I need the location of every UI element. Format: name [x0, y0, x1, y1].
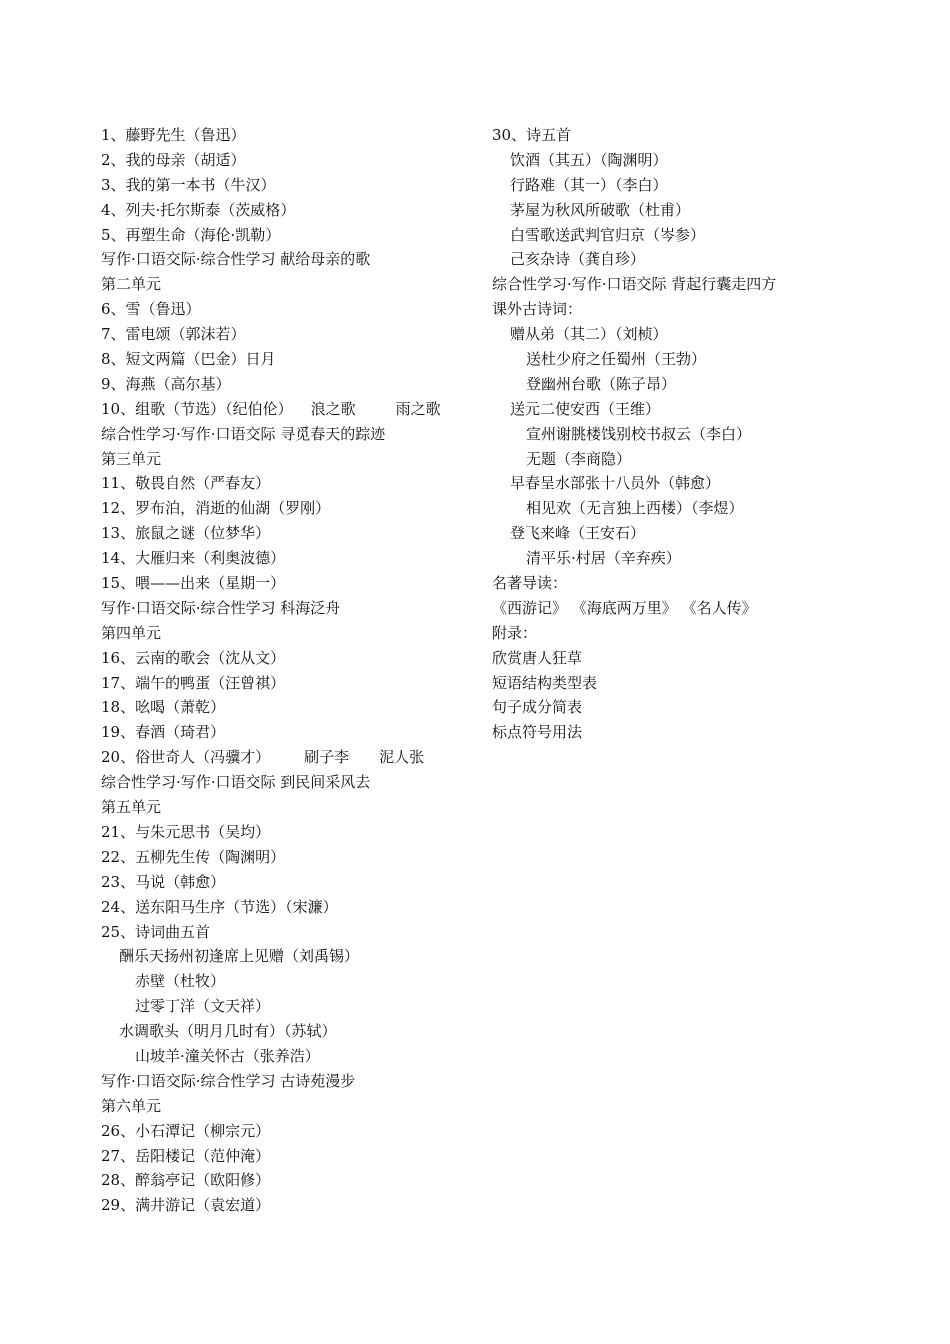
poem-title: 己亥杂诗（龚自珍）	[510, 250, 646, 269]
toc-line: 26、小石潭记（柳宗元）	[101, 1121, 271, 1140]
toc-line: 7、雷电颂（郭沫若）	[101, 325, 246, 344]
toc-subentry: 雨之歌	[395, 399, 441, 418]
section-heading: 附录：	[492, 623, 538, 642]
book-title: 《海底两万里》	[571, 598, 677, 617]
unit-activity: 写作·口语交际·综合性学习 古诗苑漫步	[101, 1071, 356, 1090]
toc-entry: 20、俗世奇人（冯骥才）	[101, 748, 271, 767]
toc-line: 3、我的第一本书（牛汉）	[101, 175, 276, 194]
toc-line: 12、罗布泊，消逝的仙湖（罗刚）	[101, 499, 331, 518]
toc-line: 30、诗五首	[492, 126, 572, 144]
toc-line: 13、旅鼠之谜（位梦华）	[101, 524, 271, 543]
poem-title: 宣州谢朓楼饯别校书叔云（李白）	[526, 424, 752, 443]
book-title: 《西游记》	[492, 598, 568, 617]
toc-line: 27、岳阳楼记（范仲淹）	[101, 1146, 271, 1165]
appendix-item: 标点符号用法	[492, 723, 583, 742]
section-heading: 课外古诗词：	[492, 300, 583, 319]
poem-title: 过零丁洋（文天祥）	[135, 997, 271, 1016]
toc-subentry: 浪之歌	[310, 399, 356, 418]
unit-activity: 写作·口语交际·综合性学习 献给母亲的歌	[101, 250, 371, 269]
toc-line: 9、海燕（高尔基）	[101, 374, 231, 393]
toc-line: 22、五柳先生传（陶渊明）	[101, 847, 286, 866]
poem-title: 登幽州台歌（陈子昂）	[526, 374, 677, 393]
toc-line: 1、藤野先生（鲁迅）	[101, 126, 246, 144]
toc-line: 23、马说（韩愈）	[101, 872, 226, 891]
poem-title: 茅屋为秋风所破歌（杜甫）	[510, 200, 691, 219]
toc-line: 18、吆喝（萧乾）	[101, 698, 226, 717]
poem-title: 无题（李商隐）	[526, 449, 632, 468]
toc-line-multi	[101, 745, 481, 770]
poem-title: 送杜少府之任蜀州（王勃）	[526, 350, 707, 369]
toc-line: 11、敬畏自然（严春友）	[101, 474, 271, 493]
toc-subentry: 刷子李	[304, 748, 350, 767]
appendix-item: 欣赏唐人狂草	[492, 648, 583, 667]
poem-title: 酬乐天扬州初逢席上见赠（刘禹锡）	[119, 947, 360, 966]
poem-title: 行路难（其一）（李白）	[510, 175, 668, 194]
toc-line: 6、雪（鲁迅）	[101, 300, 201, 319]
unit-heading: 第四单元	[101, 623, 162, 642]
toc-entry: 10、组歌（节选）（纪伯伦）	[101, 399, 293, 418]
poem-title: 相见欢（无言独上西楼）（李煜）	[526, 499, 744, 518]
poem-title: 早春呈水部张十八员外（韩愈）	[510, 474, 721, 493]
poem-title: 山坡羊·潼关怀古（张养浩）	[135, 1046, 320, 1065]
unit-heading: 第六单元	[101, 1096, 162, 1115]
unit-heading: 第三单元	[101, 449, 162, 468]
unit-activity: 综合性学习·写作·口语交际 背起行囊走四方	[492, 275, 777, 294]
toc-line: 4、列夫·托尔斯泰（茨威格）	[101, 200, 296, 219]
poem-title: 白雪歌送武判官归京（岑参）	[510, 225, 706, 244]
toc-line: 24、送东阳马生序（节选）（宋濂）	[101, 897, 338, 916]
toc-line: 17、端午的鸭蛋（汪曾祺）	[101, 673, 286, 692]
toc-line: 14、大雁归来（利奥波德）	[101, 549, 286, 568]
appendix-item: 短语结构类型表	[492, 673, 598, 692]
poem-title: 赠从弟（其二）（刘桢）	[510, 325, 668, 344]
section-heading: 名著导读：	[492, 574, 568, 593]
unit-activity: 综合性学习·写作·口语交际 寻觅春天的踪迹	[101, 424, 386, 443]
toc-line: 16、云南的歌会（沈从文）	[101, 648, 286, 667]
book-list	[492, 596, 912, 621]
toc-line: 21、与朱元思书（吴均）	[101, 822, 271, 841]
poem-title: 送元二使安西（王维）	[510, 399, 661, 418]
toc-line-multi	[101, 397, 481, 422]
poem-title: 赤壁（杜牧）	[135, 972, 226, 991]
poem-title: 清平乐·村居（辛弃疾）	[526, 549, 681, 568]
appendix-item: 句子成分简表	[492, 698, 583, 717]
book-title: 《名人传》	[681, 598, 757, 617]
unit-activity: 综合性学习·写作·口语交际 到民间采风去	[101, 773, 371, 792]
toc-line: 8、短文两篇（巴金）日月	[101, 350, 276, 369]
toc-line: 28、醉翁亭记（欧阳修）	[101, 1171, 271, 1190]
left-column	[101, 123, 481, 1218]
toc-line: 25、诗词曲五首	[101, 922, 211, 941]
poem-title: 水调歌头（明月几时有）（苏轼）	[119, 1022, 337, 1041]
poem-title: 登飞来峰（王安石）	[510, 524, 646, 543]
unit-activity: 写作·口语交际·综合性学习 科海泛舟	[101, 598, 341, 617]
toc-line: 2、我的母亲（胡适）	[101, 150, 246, 169]
toc-line: 5、再塑生命（海伦·凯勒）	[101, 225, 281, 244]
toc-line: 15、喂——出来（星期一）	[101, 574, 286, 593]
toc-line: 29、满井游记（袁宏道）	[101, 1196, 271, 1215]
unit-heading: 第二单元	[101, 275, 162, 294]
right-column	[492, 123, 912, 745]
poem-title: 饮酒（其五）（陶渊明）	[510, 150, 668, 169]
unit-heading: 第五单元	[101, 798, 162, 817]
toc-line: 19、春酒（琦君）	[101, 723, 226, 742]
toc-subentry: 泥人张	[379, 748, 425, 767]
